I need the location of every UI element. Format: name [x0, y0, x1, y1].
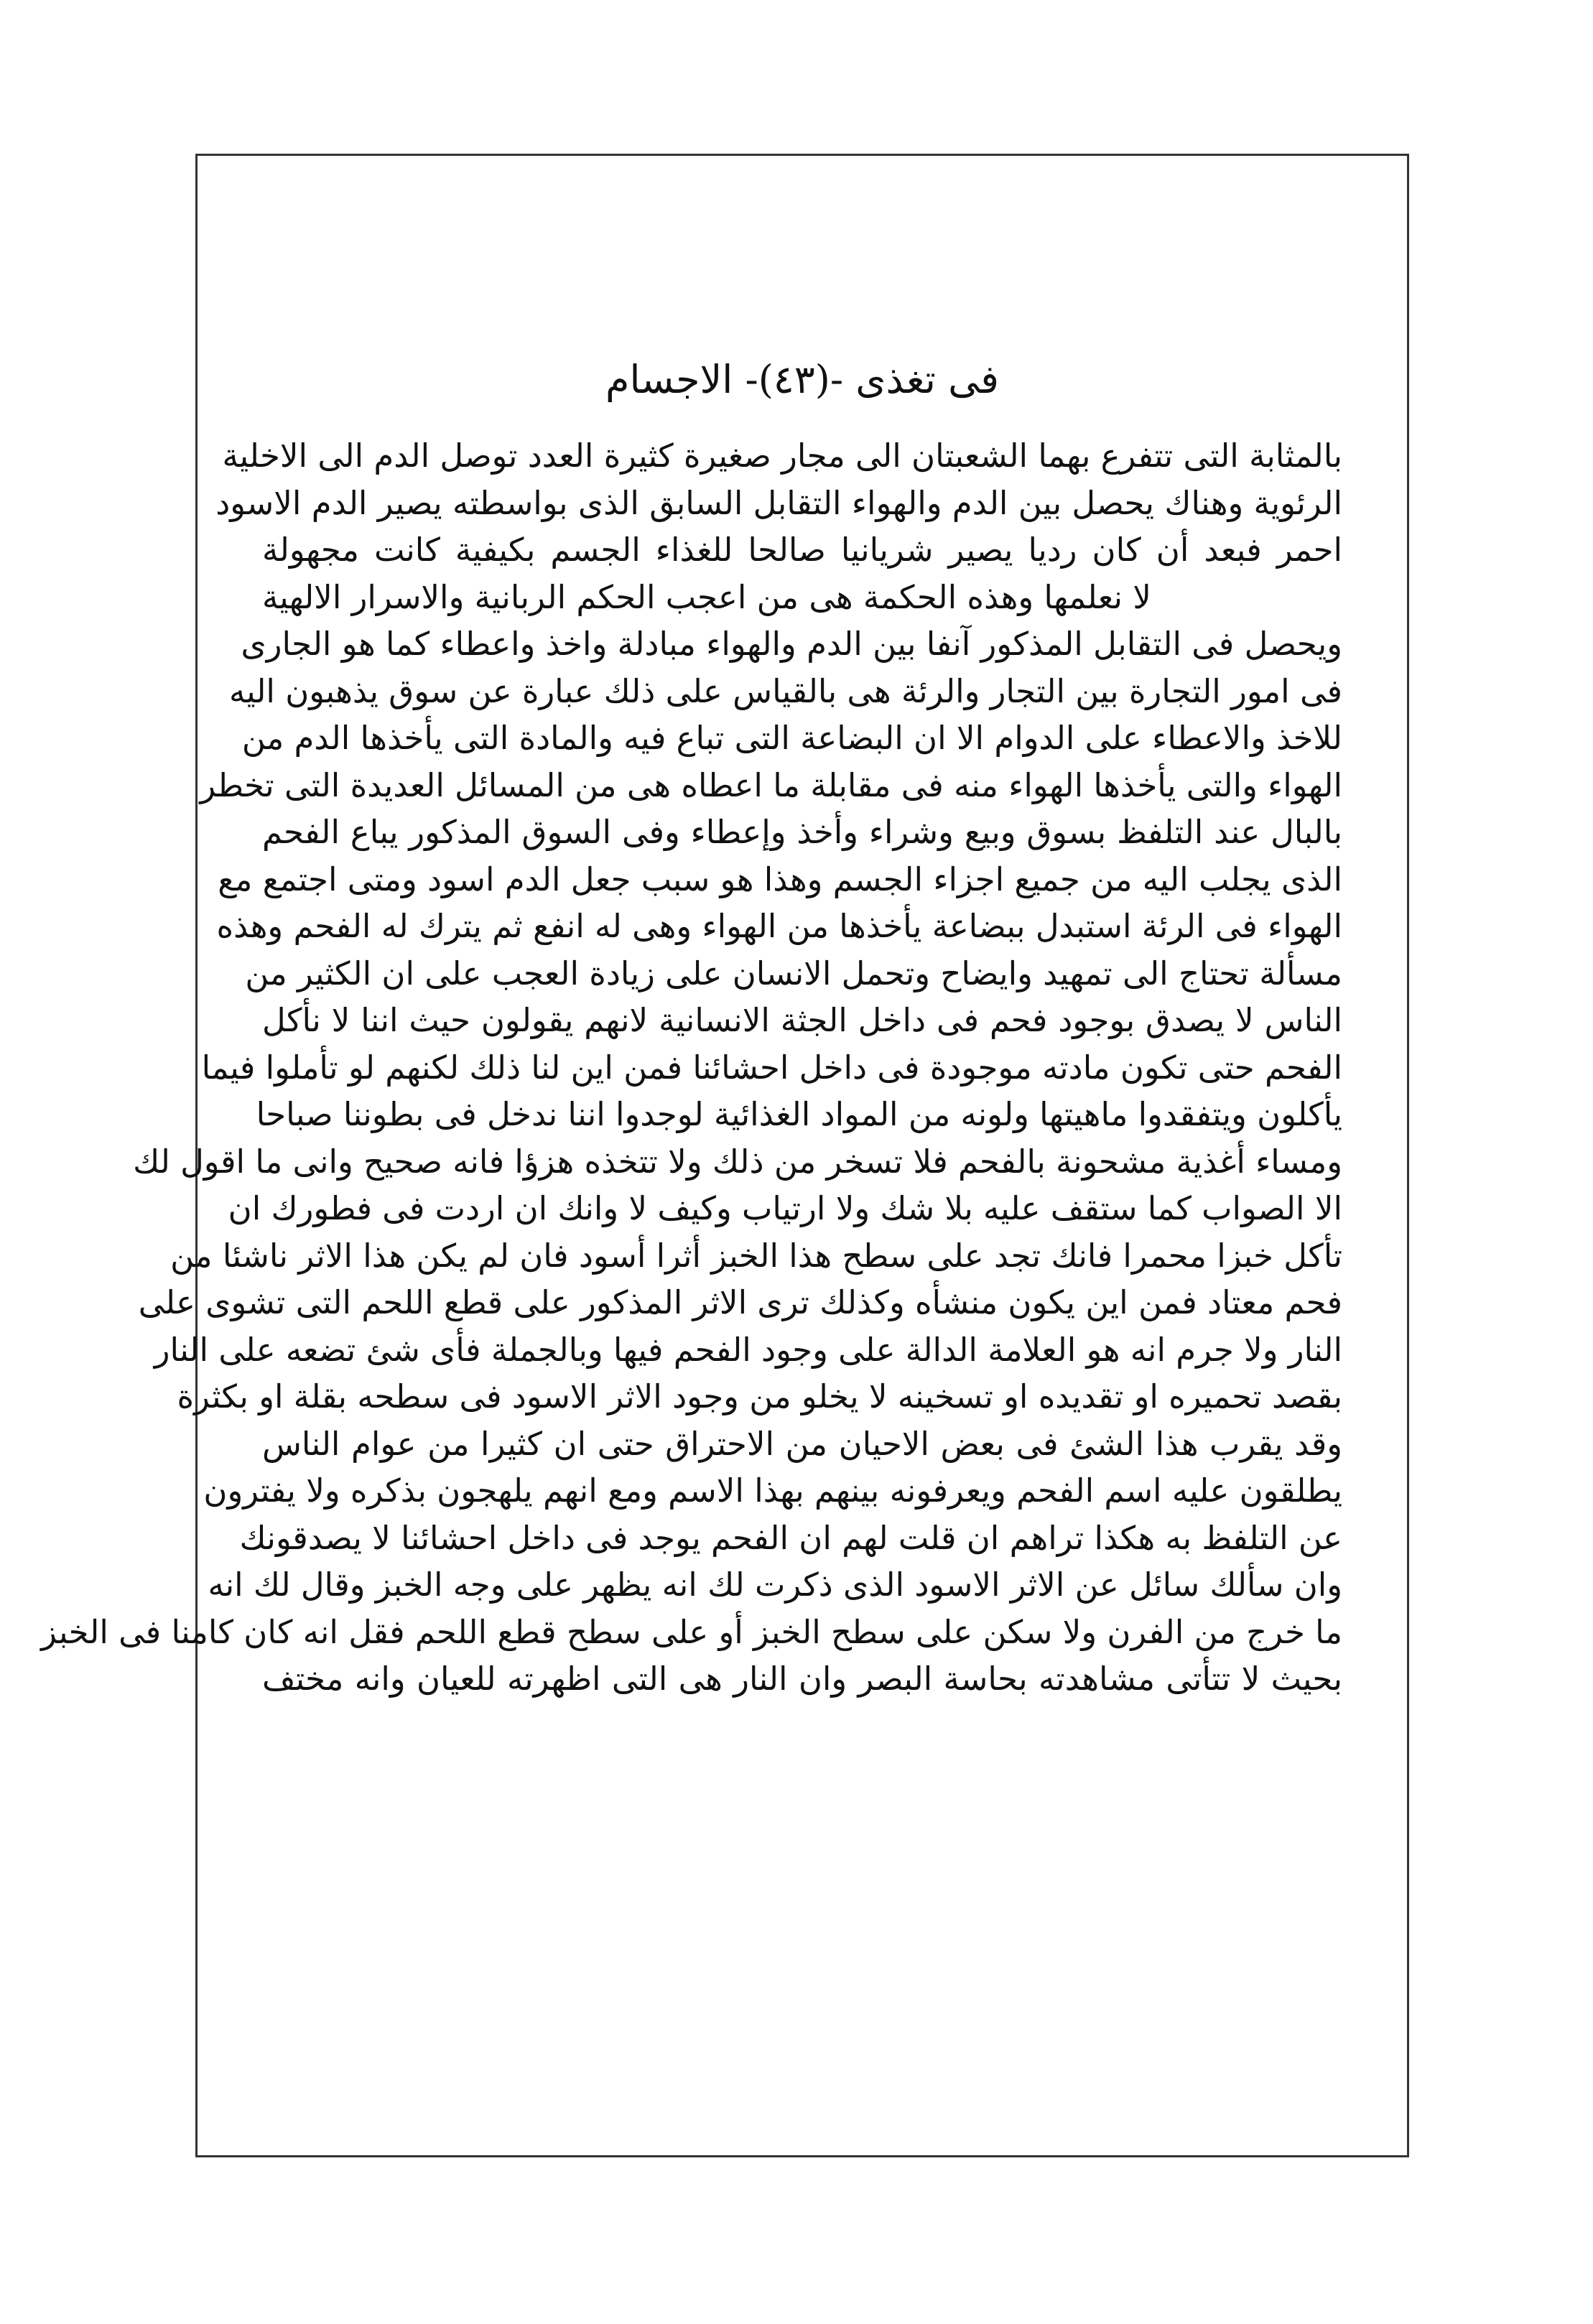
- text-line: النار ولا جرم انه هو العلامة الدالة على وجود الفحم فيها وبالجملة فأى شئ تضعه على النار: [154, 1330, 1342, 1369]
- text-line: تأكل خبزا محمرا فانك تجد على سطح هذا الخبز أثرا أسود فان لم يكن هذا الاثر ناشئا من: [170, 1236, 1342, 1275]
- text-line: ما خرج من الفرن ولا سكن على سطح الخبز أو على سطح قطع اللحم فقل انه كان كامنا فى الخبز: [41, 1612, 1342, 1651]
- text-line: الناس لا يصدق بوجود فحم فى داخل الجثة الانسانية لانهم يقولون حيث اننا لا نأكل: [262, 1001, 1342, 1039]
- text-line: ويحصل فى التقابل المذكور آنفا بين الدم والهواء مبادلة واخذ واعطاء كما هو الجارى: [241, 625, 1342, 663]
- text-line: يطلقون عليه اسم الفحم ويعرفونه بينهم بهذا الاسم ومع انهم يلهجون بذكره ولا يفترون: [203, 1472, 1342, 1510]
- text-line: يأكلون ويتفقدوا ماهيتها ولونه من المواد الغذائية لوجدوا اننا ندخل فى بطوننا صباحا: [256, 1095, 1342, 1133]
- text-line: وان سألك سائل عن الاثر الاسود الذى ذكرت لك انه يظهر على وجه الخبز وقال لك انه: [208, 1566, 1342, 1604]
- text-line: للاخذ والاعطاء على الدوام الا ان البضاعة التى تباع فيه والمادة التى يأخذها الدم من: [241, 719, 1342, 757]
- text-line: مسألة تحتاج الى تمهيد وايضاح وتحمل الانسان على زيادة العجب على ان الكثير من: [245, 954, 1342, 993]
- text-line: الذى يجلب اليه من جميع اجزاء الجسم وهذا هو سبب جعل الدم اسود ومتى اجتمع مع: [218, 860, 1342, 898]
- page-header: فى تغذى -(٤٣)- الاجسام: [605, 357, 999, 402]
- text-line: ومساء أغذية مشحونة بالفحم فلا تسخر من ذلك ولا تتخذه هزؤا فانه صحيح وانى ما اقول لك: [133, 1142, 1342, 1181]
- text-line: وقد يقرب هذا الشئ فى بعض الاحيان من الاحتراق حتى ان كثيرا من عوام الناس: [262, 1424, 1342, 1463]
- text-line: الرئوية وهناك يحصل بين الدم والهواء التقابل السابق الذى بواسطته يصير الدم الاسود: [215, 483, 1342, 522]
- text-line: بالمثابة التى تتفرع بهما الشعبتان الى مجار صغيرة كثيرة العدد توصل الدم الى الاخلية: [222, 437, 1342, 475]
- text-line: فى امور التجارة بين التجار والرئة هى بالقياس على ذلك عبارة عن سوق يذهبون اليه: [229, 671, 1342, 710]
- text-line: الا الصواب كما ستقف عليه بلا شك ولا ارتياب وكيف لا وانك ان اردت فى فطورك ان: [228, 1189, 1342, 1227]
- text-line: فحم معتاد فمن اين يكون منشأه وكذلك ترى الاثر المذكور على قطع اللحم التى تشوى على: [138, 1283, 1342, 1321]
- text-line: عن التلفظ به هكذا تراهم ان قلت لهم ان الفحم يوجد فى داخل احشائنا لا يصدقونك: [239, 1518, 1342, 1557]
- text-line: احمر فبعد أن كان رديا يصير شريانيا صالحا للغذاء الجسم بكيفية كانت مجهولة: [262, 531, 1342, 569]
- text-line: الهواء والتى يأخذها الهواء منه فى مقابلة ما اعطاه هى من المسائل العديدة التى تخطر: [200, 766, 1342, 804]
- text-line: الهواء فى الرئة استبدل ببضاعة يأخذها من الهواء وهى له انفع ثم يترك له الفحم وهذه: [216, 907, 1342, 945]
- text-line: الفحم حتى تكون مادته موجودة فى داخل احشائنا فمن اين لنا ذلك لكنهم لو تأملوا فيما: [201, 1048, 1342, 1087]
- body-text: [41, 432, 1342, 1703]
- text-line: بحيث لا تتأتى مشاهدته بحاسة البصر وان النار هى التى اظهرته للعيان وانه مختف: [262, 1660, 1342, 1698]
- page-frame: [41, 154, 1409, 2157]
- text-line: لا نعلمها وهذه الحكمة هى من اعجب الحكم الربانية والاسرار الالهية: [262, 577, 1151, 616]
- text-line: بقصد تحميره او تقديده او تسخينه لا يخلو من وجود الاثر الاسود فى سطحه بقلة او بكثرة: [177, 1377, 1342, 1416]
- text-line: بالبال عند التلفظ بسوق وبيع وشراء وأخذ وإعطاء وفى السوق المذكور يباع الفحم: [262, 813, 1342, 851]
